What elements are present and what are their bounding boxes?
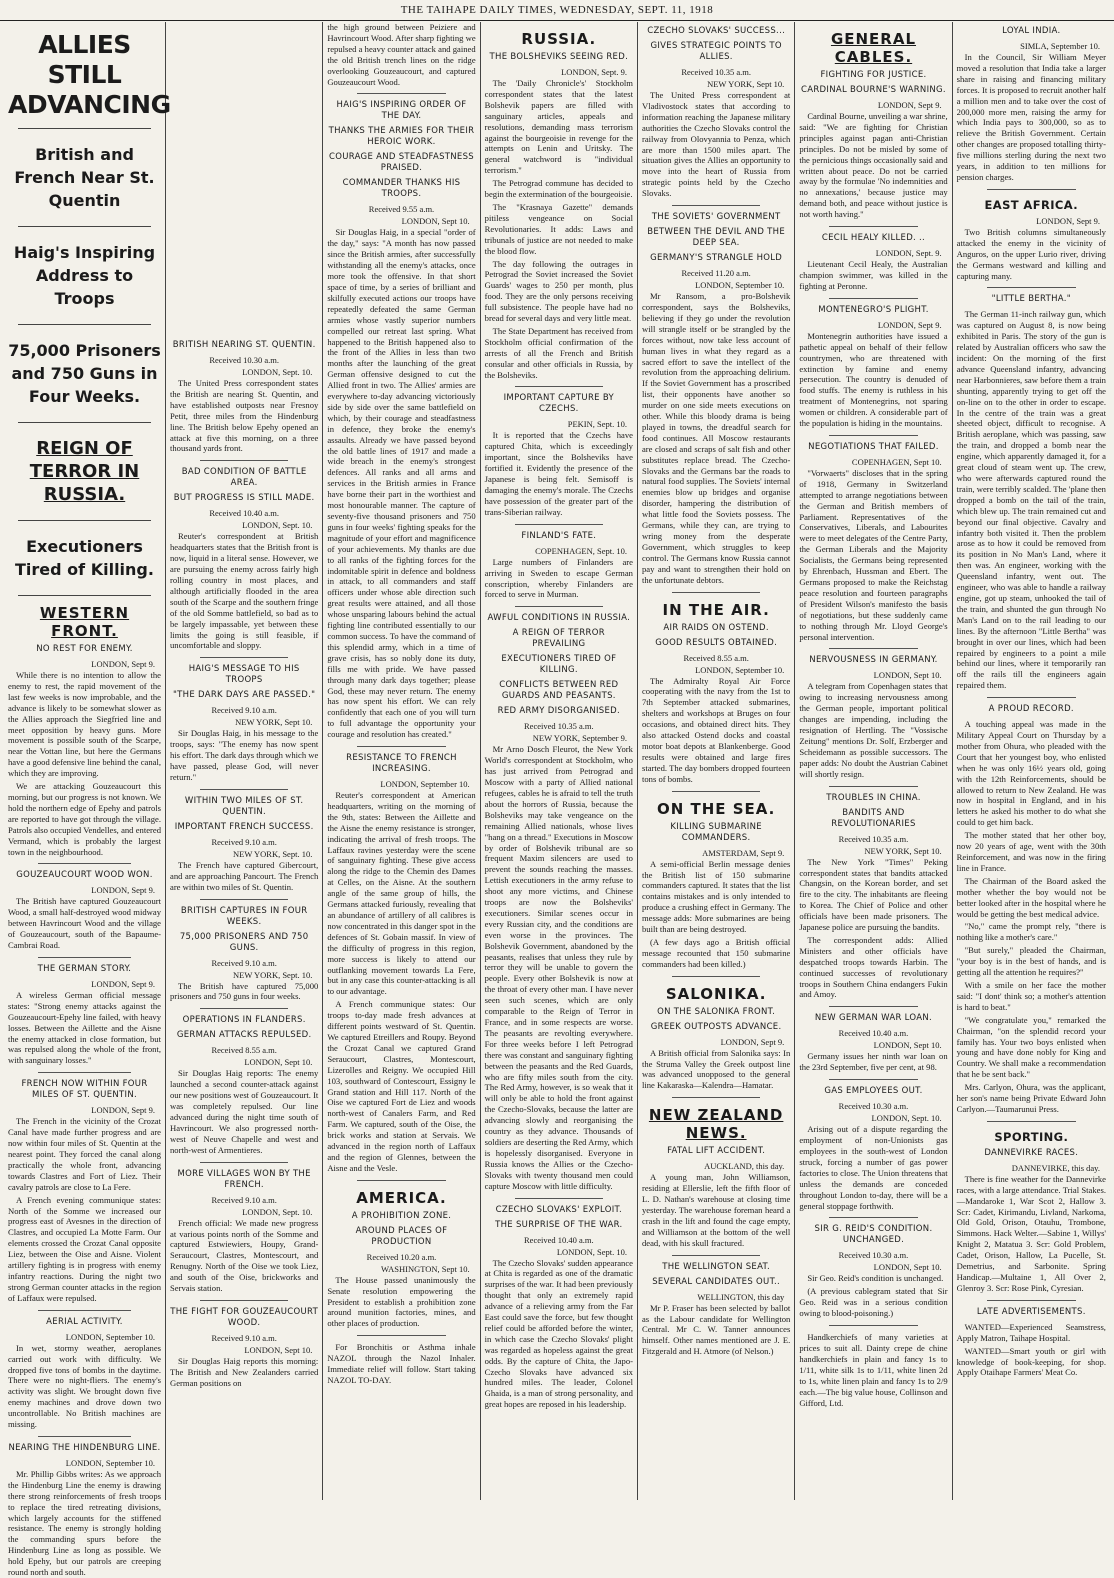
article-text: The "Krasnaya Gazette" demands pitiless vengeance on Social Revolutionaries. It adds: Laws and tribunals of justice are not needed to make the blood flow. <box>484 201 633 256</box>
dateline: LONDON, Sept. 9. <box>875 248 942 259</box>
article-text: The Admiralty Royal Air Force cooperating with the navy from the 1st to 7th September attacked submarines, shelters and workshops at Bruges on four occasions, and obtained direct hits. They also attacked Ostend docks and coastal motor boat depots at Blankenberge. Good results were obtained and large fires started. The day bombers dropped fourteen tons of bombs. <box>641 675 791 784</box>
dateline: LONDON, September 10. <box>65 1457 155 1468</box>
masthead: THE TAIHAPE DAILY TIMES, WEDNESDAY, SEPT. 11, 1918 <box>0 0 1114 21</box>
dateline: LONDON, Sept 9. <box>877 319 942 330</box>
article-text: The United Press correspondent states the British are nearing St. Quentin, and have established outposts near Fresnoy Petit, three miles from the Hindenburg line. The British below Epehy opened an attack at five this morning, on a three thousand yards front. <box>170 378 319 454</box>
article-text: The House passed unanimously the Senate resolution empowering the President to establish a prohibition zone around munition factories, mines, and other places of production. <box>327 1274 476 1329</box>
dateline: LONDON, Sept 9. <box>91 978 155 989</box>
subheadline-4: REIGN OF TERROR IN RUSSIA. <box>29 438 140 505</box>
article-text: Large numbers of Finlanders are arriving in Sweden to escape German conscription, whereby Finlanders are forced to serve in Murman. <box>484 556 633 600</box>
dateline: LONDON, Sept 9. <box>91 885 155 896</box>
article-text: The German 11-inch railway gun, which was captured on August 8, is now being exhibited in Paris. The story of the gun is related by Australian officers who saw the incident: On the morning of the first advance Queensland infantry, advancing near Harbonnieres, saw before them a train shunting, apparently trying to get off the on-line on to the other in order to escape. In the centre of the train was a great sheeted object, difficult to recognise. A British aeroplane, which was passing, saw the train, and dropped a bomb near the engine, which apparently damaged it, for a great cloud of steam went up. The crew, who were afterwards captured round the train, were terribly scalded. The 'plane then dropped a bomb on the tail of the train, which blew up. The train remained cut and beyond our final objective. Cavalry and infantry both visited it. Then the problem arose as to how it could be removed from its position in No Man's Land, where it then was. An engineer, working with the Queensland infantry, went out. The engineer, who was able to handle a railway engine, got up steam, unhooked the tail of the train, and shunted the gun through No Man's Land on to the rail leading to our lines. By the afternoon "Little Bertha" was brought in over our lines, which had been repaired by engineers to a point a mile behind our lines, where it temporarily ran off the rails till the engineers again repaired them. <box>956 309 1106 691</box>
dateline: LONDON, Sept 9. <box>91 659 155 669</box>
article-subhead: GERMANY'S STRANGLE HOLD <box>650 253 783 264</box>
article-text: It is reported that the Czechs have captured Chita, which is exceedingly important, since the Bolsheviks have fortified it. Evidently the presence of the Japanese is being felt. Semisoff is damaging the enemy's morale. The Czechs have possession of the greater part of the trans-Siberian railway. <box>484 430 633 517</box>
article-text: Arising out of a dispute regarding the employment of non-Unionists gas employees in the south-west of London struck, forcing a number of gas power factories to close. The Union threatens that unless the demands are conceded throughout London to-day, there will be a general stoppage forthwith. <box>799 1124 948 1211</box>
received-time: Received 8.55 a.m. <box>683 652 749 663</box>
article-headline: LATE ADVERTISEMENTS. <box>976 1306 1086 1317</box>
column-6 <box>795 22 952 1500</box>
article-text: The Chairman of the Board asked the mother whether the boy would not be better looked after in the hospital where he would be getting the best medical advice. <box>956 875 1106 919</box>
received-time: Received 10.30 a.m. <box>209 355 279 365</box>
article-headline: AWFUL CONDITIONS IN RUSSIA. <box>487 613 631 624</box>
article-subhead: KILLING SUBMARINE COMMANDERS. <box>670 821 762 843</box>
article-text: Two British columns simultaneously attacked the enemy in the vicinity of Anguros, on the upper Lurio river, driving the Germans westward and killing and capturing many. <box>956 226 1106 281</box>
column-4 <box>481 22 638 1500</box>
article-text: (A previous cablegram stated that Sir Geo. Reid was in a serious condition owing to blood-poisoning.) <box>799 1286 948 1319</box>
section-heading: RUSSIA. <box>521 30 597 48</box>
article-subhead: BETWEEN THE DEVIL AND THE DEEP SEA. <box>647 227 786 249</box>
dateline: NEW YORK, Sept 10. <box>707 79 785 89</box>
article-subhead: GIVES STRATEGIC POINTS TO ALLIES. <box>650 41 782 62</box>
dateline: LONDON, September 10. <box>695 280 785 291</box>
column-2 <box>166 22 323 1500</box>
article-text: The British have captured Gouzeaucourt Wood, a small half-destroyed wood midway between Havrincourt Wood and the village of Gouzeaucourt, south of the Bapaume-Cambrai Road. <box>8 896 161 951</box>
received-time: Received 10.35 a.m. <box>681 67 751 77</box>
article-subhead: THE BOLSHEVIKS SEEING RED. <box>489 52 629 62</box>
section-heading: NEW ZEALAND NEWS. <box>648 1106 784 1143</box>
received-time: Received 11.20 a.m. <box>681 268 751 279</box>
article-text: A British official from Salonika says: In the Struma Valley the Greek outpost line was advanced unopposed to the general line Kakaraska—Kalendra—Hamatar. <box>641 1047 791 1091</box>
article-text: The Petrograd commune has decided to begin the extermination of the bourgeoisie. <box>484 178 633 200</box>
section-heading: SPORTING. <box>994 1129 1069 1144</box>
article-text: The 'Daily Chronicle's' Stockholm correspondent states that the latest Bolshevik papers are filled with sanguinary articles, appeals and resolutions, demanding mass terrorism against the bourgeoisie in revenge for the attempts on Lenin and Uritsky. The general watchword is "individual terrorism." <box>484 78 633 176</box>
article-text: The Czecho Slovaks' sudden appearance at Chita is regarded as one of the dramatic surprises of the war. It had been previously thought that only an extremely rapid advance of a relieving army from the Far East could save the force, but few thought relief could be afforded before the winter, in which case the Czecho Slovaks' plight was regarded as hopeless against the great odds. By the capture of Chita, the Japo-Czecho Slovaks have advanced six hundred miles. The leader, Colonel Ghaida, is a man of strong personality, and great hopes are reposed in his leadership. <box>484 1257 633 1410</box>
article-subhead: BUT PROGRESS IS STILL MADE. <box>173 493 315 504</box>
article-text: Sir Douglas Haig reports this morning: The British and New Zealanders carried German positions on <box>170 1355 319 1388</box>
dateline: COPENHAGEN, Sept 10. <box>851 456 942 467</box>
column-1 <box>4 22 171 1578</box>
column-3 <box>323 22 480 1500</box>
article-headline: HAIG'S INSPIRING ORDER OF THE DAY. <box>336 100 467 122</box>
article-text: There is fine weather for the Dannevirke races, with a large attendance. Trial Stakes.—Mandaroke 1, War Scot 2, Hallow 3. Scr: Cadet, Kirimandu, Livland, Narkoma, Old Gold, Orison, Otauhu, Trombone, Simmons. Hack Welter.—Sabine 1, Willys' Knight 2, Matatua 3. Scr: Gold Problem, Cadet, Orison, Hallow, La Pucelle, St. Demetrius, and Sarbonite. Spring Handicap.—Multaine 1, All Over 2, Glenroy 3. Scr: Rose Pink, Cyresian. <box>956 1173 1106 1293</box>
article-subhead: NO REST FOR ENEMY. <box>36 644 133 654</box>
dateline: LONDON, Sept 9. <box>1036 215 1100 226</box>
article-headline: OPERATIONS IN FLANDERS. <box>182 1015 306 1026</box>
article-subhead: CARDINAL BOURNE'S WARNING. <box>800 85 946 95</box>
subheadline-5: Executioners Tired of Killing. <box>15 537 154 579</box>
dateline: NEW YORK, Sept 10. <box>235 717 313 728</box>
article-subhead: DANNEVIRKE RACES. <box>984 1147 1079 1158</box>
dateline: LONDON, September 10. <box>695 664 785 675</box>
column-7 <box>953 22 1110 1500</box>
article-subhead: AIR RAIDS ON OSTEND. <box>663 622 769 633</box>
article-headline: NERVOUSNESS IN GERMANY. <box>809 655 938 666</box>
article-subhead: COURAGE AND STEADFASTNESS PRAISED. <box>328 152 474 174</box>
column-5 <box>638 22 795 1500</box>
dateline: AUCKLAND, this day. <box>704 1161 785 1172</box>
article-text: Sir Geo. Reid's condition is unchanged. <box>807 1273 944 1284</box>
article-subhead: THE SURPRISE OF THE WAR. <box>495 1219 623 1230</box>
article-text: Mr Arno Dosch Fleurot, the New York World's correspondent at Stockholm, who has just arrived from Petrograd and Moscow with a party of Allied national refugees, cables he is afraid to tell the truth about the horrors of Russia, because the Bolsheviks may take vengeance on the remaining Allied nationals, whose lives "hang on a thread." Executions in Moscow by order of Bolshevik tribunal are so frequent Maxim silencers are used to prevent the sounds reaching the masses. Lettish executioners in the army refuse to shoot any more victims, and Chinese troops are now the Bolsheviks' executioners. Similar scenes occur in every Russian city, and the conditions are even worse in the provinces. The Bolshevik Government, abandoned by the peasants, realises that unless they rule by terror they will be unable to govern the people. Every other Bolshevik is now at the throat of every other man. I have never seen such scenes, which are only comparable to the Reign of Terror in France, and in some respects are worse. The peasants are revolting everywhere. For three weeks before I left Petrograd there was constant and sanguinary fighting between the peasants and the Red Guards, who are fifty miles south from the city. The Red Army, however, is so weak that it will only be able to hold the front against the Czecho-Slovaks, because the latter are advancing slowly and reorganising the country as they advance. Thousands of soldiers are deserting the Red Army, which is hopelessly disorganised. Everyone in Russia knows the Allies or the Czecho-Slovaks with twenty thousand men could capture Moscow with little difficulty. <box>484 744 633 1191</box>
dateline: DANNEVIRKE, this day. <box>1011 1162 1100 1173</box>
article-subhead: AROUND PLACES OF PRODUCTION <box>355 1225 448 1247</box>
dateline: LONDON, Sept 10. <box>873 1262 942 1273</box>
advertisement: WANTED—Experienced Seamstress, Apply Matron, Taihape Hospital. <box>956 1321 1106 1343</box>
article-text: "We congratulate you," remarked the Chairman, "on the splendid record your family has. Your two boys enlisted when young and have done nobly for King and Country. We shall make a recommendation that he be sent back." <box>956 1014 1106 1080</box>
received-time: Received 9.55 a.m. <box>368 204 435 215</box>
dateline: LONDON, Sept. 10. <box>871 1113 942 1124</box>
dateline: SIMLA, September 10. <box>1020 41 1100 51</box>
article-text: While there is no intention to allow the enemy to rest, the rapid movement of the last few weeks is now improbable, and the advance is likely to be somewhat slower as the Allies approach the Siegfried line and meet opposition by heavy guns. More movement is possible south of the Scarpe, near the Vottan line, but here the Germans have a good defensive line behind the canal, which they are improving. <box>8 670 161 779</box>
dateline: NEW YORK, Sept. 10. <box>232 848 313 859</box>
article-text: French official: We made new progress at various points north of the Somme and captured Estwiewiers, Houpy, Grand-Seraucourt, Clastres, Montescourt, and Renugny. North of the Oise we took Liez, and south of the Oise, brickworks and Servais station. <box>170 1217 319 1294</box>
article-text: the high ground between Peiziere and Havrincourt Wood. After sharp fighting we repulsed a heavy counter attack and gained the old British trench lines on the ridge overlooking Gouzeaucourt, and captured Gouzeaucourt Wood. <box>327 22 476 87</box>
article-subhead: BANDITS AND REVOLUTIONARIES <box>831 807 916 829</box>
received-time: Received 10.40 a.m. <box>838 1028 909 1039</box>
article-headline: TROUBLES IN CHINA. <box>826 792 921 803</box>
article-headline: LOYAL INDIA. <box>1002 26 1061 36</box>
section-heading: SALONIKA. <box>665 984 767 1003</box>
article-subhead: GERMAN ATTACKS REPULSED. <box>176 1030 312 1041</box>
article-text: "But surely," pleaded the Chairman, "your boy is in the best of hands, and is getting all the attention he requires?" <box>956 945 1106 978</box>
article-text: A French communique states: Our troops to-day made fresh advances at different points westward of St. Quentin. We captured Etreillers and Roupy. Beyond the Crozat Canal we captured Grand Seraucourt, Clastres, Montescourt, Lizerolles and Reigny. We occupied Hill 103, southward of Contescourt, Essigny le Grand station and Hill 117. North of the Oise we captured Fort de Liez and woods north-west of Canalers Farm, and Red Farm. We captured, south of the Oise, the brick works and station at Servais. We advanced in the region north of Laffaux and the region of Glennes, between the Aisne and the Vesle. <box>327 999 476 1173</box>
article-headline: FINLAND'S FATE. <box>521 530 597 541</box>
advertisement: WANTED—Smart youth or girl with knowledge of book-keeping, for shop. Apply Otaihape Farmers' Meat Co. <box>956 1345 1106 1378</box>
article-headline: THE WELLINGTON SEAT. <box>662 1261 771 1272</box>
dateline: AMSTERDAM, Sept 9. <box>702 847 785 858</box>
article-headline: MONTENEGRO'S PLIGHT. <box>818 304 929 315</box>
article-text: Sir Douglas Haig, in his message to the troops, says: "The enemy has now spent his effort. The dark days through which we have passed, please God, will never return." <box>170 728 319 782</box>
article-text: Reuter's correspondent at British headquarters states that the British front is now, liquid in a literal sense. However, we are pursuing the enemy across fairly high rolling country in most places, and although artificially flooded in the area south of the Scarpe and the southern fringe of the old Somme battlefield, so bad as to be largely impassable, yet between these limits the going is still feasible, if uncomfortable and sloppy. <box>170 531 319 651</box>
dateline: LONDON, Sept 9. <box>877 100 942 110</box>
advertisement: For Bronchitis or Asthma inhale NAZOL through the Nazol Inhaler. Immediate relief will follow. Start taking NAZOL TO-DAY. <box>327 1342 476 1385</box>
article-text: A French evening communique states: North of the Somme we increased our progress east of Avesnes in the direction of Clastres, and occupied La Motte Farm. Our elements crossed the Crozat Canal opposite Liez, between the Oise and Aisne. Violent artillery fighting is in progress with enemy infantry reactions. During the night two strong German counter attacks in the region of Laffaux were repulsed. <box>8 1194 161 1303</box>
article-subhead: GOOD RESULTS OBTAINED. <box>655 637 778 648</box>
article-subhead: COMMANDER THANKS HIS TROOPS. <box>342 178 461 200</box>
section-heading: EAST AFRICA. <box>984 197 1079 212</box>
article-headline: GAS EMPLOYEES OUT. <box>824 1086 923 1097</box>
article-text: A wireless German official message states: "Strong enemy attacks against the Gouzeaucourt-Epehy line failed, with heavy losses. Between the Aillette and the Aisne the enemy attacked in close formation, but was repulsed along the whole of the front, with sanguinary losses." <box>8 989 161 1066</box>
article-headline: NEARING THE HINDENBURG LINE. <box>8 1442 161 1453</box>
advertisement: Handkerchiefs of many varieties at prices to suit all. Dainty crepe de chine handkerchiefs in plain and fancy 1s to 1/11, white silk 1s to 1/11, white linen 2d to 1s, white linen plain and fancy 1s to 2/9 each.—The big value house, Collinson and Gifford, Ltd. <box>799 1332 948 1408</box>
dateline: LONDON, Sept 9. <box>91 1105 155 1116</box>
article-text: With a smile on her face the mother said: "I dont' think so; a mother's attention is hard to beat." <box>956 979 1106 1012</box>
article-subhead: RED ARMY DISORGANISED. <box>497 706 621 717</box>
article-headline: MORE VILLAGES WON BY THE FRENCH. <box>177 1168 311 1190</box>
received-time: Received 9.10 a.m. <box>211 957 277 968</box>
received-time: Received 10.30 a.m. <box>838 1250 909 1261</box>
article-headline: SIR G. REID'S CONDITION. UNCHANGED. <box>814 1224 933 1246</box>
dateline: LONDON, Sept 10. <box>401 216 470 227</box>
received-time: Received 10.35 a.m. <box>524 721 594 732</box>
article-subhead: THANKS THE ARMIES FOR THEIR HEROIC WORK. <box>328 126 475 148</box>
dateline: LONDON, Sept. 10. <box>242 1206 313 1217</box>
dateline: LONDON, Sept. 9. <box>561 67 627 77</box>
received-time: Received 9.10 a.m. <box>211 836 277 847</box>
article-text: The mother stated that her other boy, now 20 years of age, went with the 30th Reinforcement, and was now in the firing line in France. <box>956 830 1106 873</box>
dateline: LONDON, September 10. <box>380 779 470 790</box>
article-text: Mrs. Carlyon, Ohura, was the applicant, her son's name being Private Edward John Carlyon.—Taumarunui Press. <box>956 1082 1106 1114</box>
article-headline: THE GERMAN STORY. <box>37 963 132 974</box>
article-text: A young man, John Williamson, residing at Ellerslie, left the fifth floor of L. D. Nathan's warehouse at closing time yesterday. The warehouse foreman heard a crash in the lift and found the cage empty, and Williamson at the bottom of the well dead, with his skull fractured. <box>641 1172 791 1248</box>
article-text: The British have captured 75,000 prisoners and 750 guns in four weeks. <box>170 980 319 1002</box>
article-text: Germany issues her ninth war loan on the 23rd September, five per cent, at 98. <box>799 1051 948 1073</box>
article-text: A semi-official Berlin message denies the British list of 150 submarine commanders captured. It states that the list contains mistakes and is only intended to produce a crushing effect in Germany. The message adds: More submarines are being built than are being destroyed. <box>641 858 791 935</box>
article-text: Mr P. Fraser has been selected by ballot as the Labour candidate for Wellington Central. Mr C. W. Tanner announces himself. Other names mentioned are J. E. Fitzgerald and H. Atmore (of Nelson.) <box>641 1302 791 1357</box>
article-headline: HAIG'S MESSAGE TO HIS TROOPS <box>188 664 300 686</box>
article-headline: CECIL HEALY KILLED. .. <box>821 233 926 244</box>
article-text: (A few days ago a British official message recounted that 150 submarine commanders had been killed.) <box>641 936 791 969</box>
article-subhead: 75,000 PRISONERS AND 750 GUNS. <box>179 931 309 953</box>
article-subhead: FIGHTING FOR JUSTICE. <box>820 70 927 80</box>
received-time: Received 9.10 a.m. <box>211 1332 277 1343</box>
article-headline: BRITISH NEARING ST. QUENTIN. <box>172 340 316 350</box>
subheadline-1: British and French Near St. Quentin <box>14 145 155 210</box>
dateline: NEW YORK, Sept. 10. <box>232 969 313 980</box>
article-text: Mr Ransom, a pro-Bolshevik correspondent, says the Bolsheviks, believing if they go under the revolution will strangle itself or be strangled by the forces without, now take less account of human lives in what they regard as a sacred effort to save the intellect of the revolution from the approaching delirium. If the Soviet Government has a proscribed list, their opponents have another so murder on one side meets executions on other. While this bloody drama is being played in towns, the dreadful search for food continues. All Moscow restaurants are closed and scraps of salt fish and other substitutes replace bread. The Czecho-Slovaks and the Germans bar the roads to natural food supplies. The Soviets' internal enemies blow up bridges and organise disorder, hampering the distribution of what little food the Soviets possess. The Germans, while they can, are trying to wring money from the desperate Government, which struggles to keep control. The Germans know Russia cannot pay and want to strengthen their hold on the unfortunate debtors. <box>641 291 791 585</box>
dateline: NEW YORK, September 9. <box>532 733 627 744</box>
dateline: WASHINGTON, Sept 10. <box>381 1263 470 1274</box>
article-subhead: CONFLICTS BETWEEN RED GUARDS AND PEASANTS. <box>499 680 619 702</box>
article-text: Sir Douglas Haig reports: The enemy launched a second counter-attack against our new positions west of Gouzeaucourt. It was completely repulsed. Our line advanced during the night time south of Havrincourt. We also progressed north-west of Neuve Chapelle and west and north-west of Armentieres. <box>170 1068 319 1155</box>
dateline: LONDON, Sept 10. <box>244 1344 313 1355</box>
article-text: The French in the vicinity of the Crozat Canal have made further progress and are now within four miles of St. Quentin at the nearest point. They forced the canal along practically the whole front, advancing towards Clastres and Fort of Liez. Their cavalry patrols are close to La Fere. <box>8 1116 161 1192</box>
received-time: Received 10.20 a.m. <box>366 1251 437 1262</box>
received-time: Received 10.30 a.m. <box>838 1101 909 1112</box>
article-headline: A PROUD RECORD. <box>988 704 1074 715</box>
subheadline-3: 75,000 Prisoners and 750 Guns in Four Weeks. <box>8 341 161 406</box>
received-time: Received 9.10 a.m. <box>211 1194 277 1205</box>
article-headline: CZECHO SLOVAKS' EXPLOIT. <box>495 1204 622 1215</box>
article-headline: FRENCH NOW WITHIN FOUR MILES OF ST. QUENTIN. <box>21 1079 148 1101</box>
dateline: WELLINGTON, this day <box>697 1291 785 1302</box>
article-text: Cardinal Bourne, unveiling a war shrine, said: "We are fighting for Christian principles against pagan anti-Christian principles. Do not be misled by some of the pernicious things occasionally said and written about peace. Do not be carried away by the formulae 'No indemnities and no annexations,' because justice may demand both, and peace without justice is not worth having." <box>799 111 948 220</box>
article-text: The correspondent adds: Allied Ministers and other officials have despatched troops towards Harbin. The continued successes of revolutionary troops in Southern China endangers Fukin and Amoy. <box>799 934 948 1000</box>
received-time: Received 10.40 a.m. <box>209 508 279 519</box>
article-headline: THE FIGHT FOR GOUZEAUCOURT WOOD. <box>170 1306 319 1328</box>
article-text: Sir Douglas Haig, in a special "order of the day," says: "A month has now passed since the British armies, after successfully withstanding all the enemy's attacks, once more took the offensive. In that short space of time, by a series of brilliant and skilfully executed actions our troops have repeatedly defeated the same German armies whose vastly superior numbers compelled our retreat last spring. What happened to the British happened also to the front of the Allies in less than two months after the launching of the great German offensive designed to cut the Allied front in two. The Allies' armies are everywhere to-day advancing victoriously side by side over the same battlefield on which, by their courage and steadfastness in defence, they broke the enemy's assaults. Already we have passed beyond the old battle lines of 1917 and made a wide breach in the enemy's strongest defences. All ranks and all arms and services in the British armies in France have borne their part in the worthiest and most honourable manner. The capture of seventy-five thousand prisoners and 750 guns in four weeks' fighting speaks for the magnitude of your effort and magnificence of your achievements. My thanks are due to all ranks of the fighting forces for the indomitable spirit in defence and boldness in attack, to all commanders and staff officers under whose able direction such great results were attained, and all those whose unsparing labours behind the actual fighting line contributed essentially to our common success. To have the command of this splendid army, which in a time of grave crisis, has so nobly done its duty, fills me with pride. We have passed through many dark days together; please God, these may never return. The enemy has now spent his effort. We can rely confidently that each one of you will turn to full advantage the opportunity your courage and resolution has created." <box>327 227 476 740</box>
dateline: NEW YORK, Sept 10. <box>864 845 942 856</box>
article-headline: AERIAL ACTIVITY. <box>46 1316 123 1327</box>
received-time: Received 10.35 a.m. <box>838 833 909 844</box>
dateline: LONDON, Sept 9. <box>720 1036 785 1047</box>
section-heading: WESTERN FRONT. <box>39 604 130 640</box>
section-heading: IN THE AIR. <box>662 600 770 619</box>
dateline: LONDON, Sept 10. <box>873 670 942 681</box>
article-subhead: A PROHIBITION ZONE. <box>351 1210 452 1221</box>
article-headline: WITHIN TWO MILES OF ST. QUENTIN. <box>184 795 304 817</box>
article-text: Reuter's correspondent at American headquarters, writing on the morning of the 9th, states: Between the Aillette and the Aisne the enemy resistance is stronger, indicating the arrival of fresh troops. The Laffaux ravines yesterday were the scene of sanguinary fighting. These give access along the ridge to the Chemin des Dames at Celles, on the Aisne. At the southern angle of the same group of hills, the Germans attacked furiously, revealing that an abundance of artillery of all calibres is now concentrated in this danger spot in the defences of St. Gobain massif. In view of the difficulty of progress in this region, more success is likely to attend our outflanking movement towards La Fere, but in any case this counter-attacking is all to our advantage. <box>327 790 476 997</box>
article-text: We are attacking Gouzeaucourt this morning, but our progress is not known. We hold the northern edge of Epehy and patrols are reported to have got through the village. Patrols also occupied Vendelles, and entered Vermand, which is probably the largest town in the neighbourhood. <box>8 781 161 857</box>
article-headline: RESISTANCE TO FRENCH INCREASING. <box>346 753 457 775</box>
article-text: The United Press correspondent at Vladivostock states that according to information reaching the Japanese military authorities the Czecho Slovaks control the railway from Olovyannia to Penza, which are more than 1500 miles apart. The situation gives the Allies an opportunity to move into the heart of Russia from strategic points held by the Czecho Slovaks. <box>641 90 791 199</box>
article-text: In the Council, Sir William Meyer moved a resolution that India take a larger share in raising and financing military forces. It is proposed to recruit another half a million men and to take over the cost of 200,000 more men, raising the army for which India pays to 300,000, so as to relieve the British Government. Certain other changes are proposed totalling thirty-five millions sterling during the next two years, in addition to ten millions for pension charges. <box>956 52 1106 182</box>
article-subhead: GREEK OUTPOSTS ADVANCE. <box>650 1021 782 1032</box>
dateline: LONDON, Sept. 10. <box>242 520 313 531</box>
article-text: Lieutenant Cecil Healy, the Australian champion swimmer, was killed in the fighting at Peronne. <box>799 259 948 291</box>
dateline: LONDON, Sept. 10. <box>556 1246 627 1257</box>
received-time: Received 8.55 a.m. <box>211 1045 277 1056</box>
article-headline: IMPORTANT CAPTURE BY CZECHS. <box>503 393 614 415</box>
dateline: PEKIN, Sept. 10. <box>567 419 627 430</box>
article-headline: BAD CONDITION OF BATTLE AREA. <box>181 467 307 489</box>
dateline: LONDON, Sept 10. <box>244 1057 313 1068</box>
article-subhead: A REIGN OF TERROR PREVAILING <box>512 628 605 650</box>
section-heading: AMERICA. <box>356 1188 447 1207</box>
article-text: The New York "Times" Peking correspondent states that bandits attacked Changsin, on the Korean border, and set fire to the city. The inhabitants are fleeing to Korea. The Chief of Police and other officials have been made prisoners. The Japanese police are pursuing the bandits. <box>799 856 948 933</box>
subheadline-2: Haig's Inspiring Address to Troops <box>13 243 156 308</box>
dateline: LONDON, Sept. 10. <box>242 367 313 377</box>
article-headline: CZECHO SLOVAKS' SUCCESS... <box>647 26 786 36</box>
article-headline: "LITTLE BERTHA." <box>991 294 1071 305</box>
article-subhead: EXECUTIONERS TIRED OF KILLING. <box>501 654 617 676</box>
article-text: The day following the outrages in Petrograd the Soviet increased the Soviet Guards' wages to 250 per month, plus food. They are the only persons receiving full subsistence. The people have had no bread for several days and very little meat. <box>484 258 633 324</box>
article-subhead: ON THE SALONIKA FRONT. <box>657 1006 776 1017</box>
article-subhead: "THE DARK DAYS ARE PASSED." <box>172 690 316 701</box>
article-headline: GOUZEAUCOURT WOOD WON. <box>16 870 153 881</box>
article-subhead: IMPORTANT FRENCH SUCCESS. <box>174 821 314 832</box>
article-text: "No," came the prompt rely, "there is nothing like a mother's care." <box>956 921 1106 943</box>
article-text: In wet, stormy weather, aeroplanes carried out work with difficulty. We dropped five tons of bombs in the daytime. There were no night-fliers. The enemy's activity was slight. We brought down five enemy machines and drove down two uncontrollable. No British machines are missing. <box>8 1342 161 1430</box>
article-headline: FATAL LIFT ACCIDENT. <box>667 1146 766 1157</box>
dateline: COPENHAGEN, Sept. 10. <box>535 545 627 556</box>
section-heading: GENERAL CABLES. <box>830 30 917 66</box>
article-text: "Vorwaerts" discloses that in the spring of 1918, Germany in Switzerland attempted to arrange negotiations between the German and British members of Parliament. Representatives of the Conservatives, Liberals, and Labourites were to meet delegates of the Centre Party, the German Liberals and the Majority Socialists, the Germans being represented by Ehrenbach, Hussman and Ebert. The Germans proposed to make the Reichstag peace resolution and fourteen paragraphs of President Wilson's manifesto the basis of negotiations, but these suddenly came to nothing through Mr. Lloyd George's personal intervention. <box>799 467 948 642</box>
article-headline: BRITISH CAPTURES IN FOUR WEEKS. <box>180 905 308 927</box>
main-banner-headline: ALLIES STILL ADVANCING <box>8 30 171 119</box>
dateline: LONDON, September 10. <box>65 1331 155 1342</box>
article-headline: THE SOVIETS' GOVERNMENT <box>651 212 781 223</box>
article-headline: NEW GERMAN WAR LOAN. <box>814 1013 933 1024</box>
article-text: A telegram from Copenhagen states that owing to increasing nervousness among the German people, important political changes are impending, including the resignation of Hertling. The "Vossische Zeitung" mentions Dr. Solf, Erzberger and Scheidemann as possible successors. The paper adds: No doubt the Austrian Cabinet will shortly resign. <box>799 681 948 779</box>
article-text: Mr. Phillip Gibbs writes: As we approach the Hindenburg Line the enemy is drawing there strong reinforcements of fresh troops to replace the tired retreating divisions, which largely accounts for the stiffened resistance. The enemy is strongly holding the commanding spurs before the Hindenburg Line as long as possible. We hold Epehy, but our patrols are creeping round north and south. <box>8 1468 161 1578</box>
article-text: The French have captured Gibercourt, and are approaching Pancourt. The French are within two miles of St. Quentin. <box>170 859 319 892</box>
dateline: LONDON, Sept 10. <box>873 1040 942 1051</box>
received-time: Received 9.10 a.m. <box>211 705 277 716</box>
article-text: Montenegrin authorities have issued a pathetic appeal on behalf of their fellow countrymen, who are threatened with extinction by famine and enemy persecution. The country is denuded of food stuffs. The enemy is ruthless in his treatment of Montenegrins, not sparing women or children. A considerable part of the population is hiding in the mountains. <box>799 330 948 429</box>
article-text: The State Department has received from Stockholm official confirmation of the arrests of all the French and British consular and other officials in Russia, by the Bolsheviks. <box>484 325 633 380</box>
article-text: A touching appeal was made in the Military Appeal Court on Thursday by a mother from Ohura, who pleaded with the Court that her youngest boy, who enlisted when he was only 16½ years old, going with the 12th Reinforcements, should be allowed to return to New Zealand. He was now in hospital in England, and in his letters he asked his mother to do what she could to get him back. <box>956 719 1106 828</box>
article-subhead: SEVERAL CANDIDATES OUT.. <box>652 1276 781 1287</box>
received-time: Received 10.40 a.m. <box>524 1234 594 1245</box>
article-headline: NEGOTIATIONS THAT FAILED. <box>808 441 939 452</box>
section-heading: ON THE SEA. <box>656 799 776 818</box>
